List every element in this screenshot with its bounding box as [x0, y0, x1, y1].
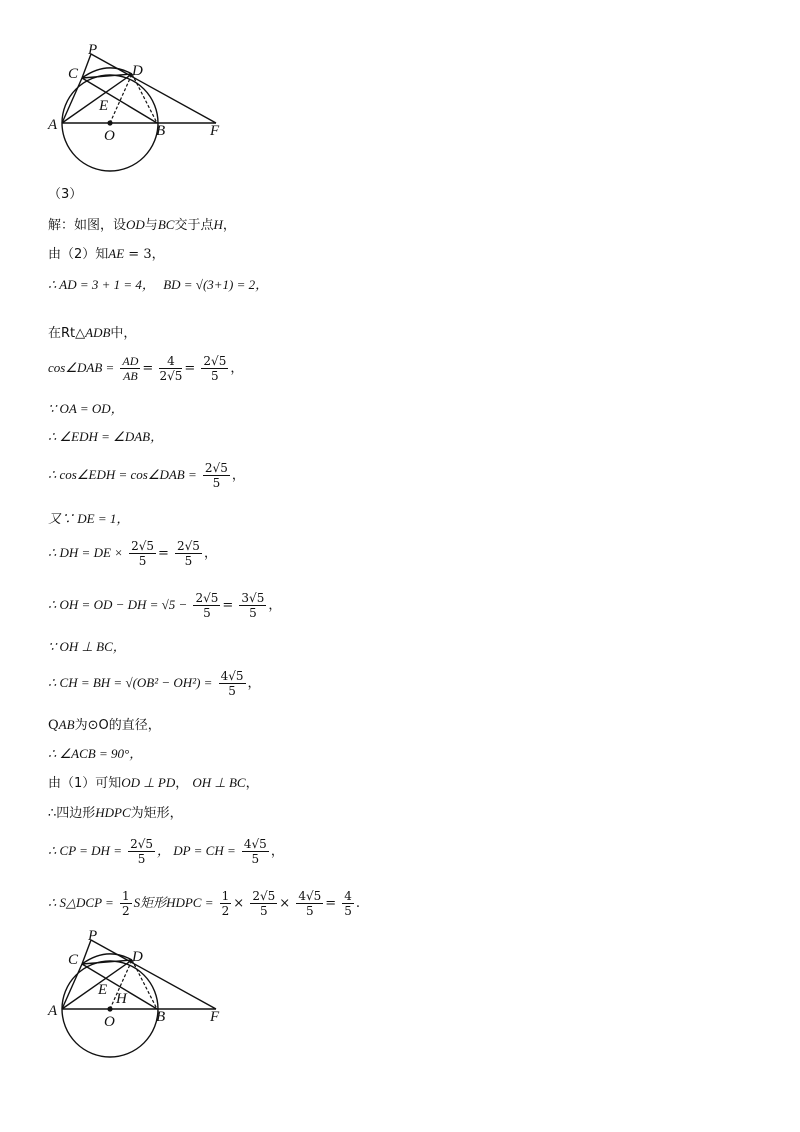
solution-line-2: 由（2）知AE = 3， — [48, 246, 165, 262]
solution-line-1: 解：如图，设OD与BC交于点H， — [48, 217, 236, 233]
label-c: C — [68, 66, 79, 82]
solution-line-3: ∴ AD = 3 + 1 = 4， BD = √(3+1) = 2， — [48, 277, 269, 292]
label-a: A — [48, 1003, 58, 1019]
label-a: A — [48, 117, 58, 133]
geometry-diagram-top — [44, 44, 234, 184]
label-b: B — [156, 1009, 166, 1025]
label-f: F — [210, 123, 220, 139]
label-f: F — [210, 1009, 220, 1025]
label-b: B — [156, 123, 166, 139]
label-o: O — [104, 128, 115, 144]
solution-line-17: ∴四边形HDPC为矩形， — [48, 805, 183, 821]
figure-top — [44, 44, 234, 184]
solution-line-10: ∴ DH = DE × $\frac{2√5}{5}$ = $\frac{2√5}{5}$ ， — [48, 539, 217, 568]
label-c: C — [68, 952, 79, 968]
solution-line-14: QAB为⊙O的直径， — [48, 717, 161, 733]
solution-line-4: 在Rt△ADB中， — [48, 325, 137, 341]
solution-line-18: ∴ CP = DH = $\frac{2√5}{5}$ ， DP = CH = $\frac{4√5}{5}$ ， — [48, 837, 284, 866]
label-p: P — [88, 928, 98, 944]
figure-bottom — [44, 930, 234, 1070]
solution-line-9: 又∵ DE = 1， — [48, 511, 130, 526]
solution-line-7: ∴ ∠EDH = ∠DAB， — [48, 429, 164, 444]
solution-line-15: ∴ ∠ACB = 90°， — [48, 746, 143, 761]
label-d: D — [132, 949, 143, 965]
label-e: E — [99, 98, 109, 114]
label-e: E — [98, 982, 108, 998]
label-o: O — [104, 1014, 115, 1030]
label-h: H — [116, 991, 127, 1007]
part-label: （3） — [48, 187, 83, 202]
solution-line-8: ∴ cos∠EDH = cos∠DAB = $\frac{2√5}{5}$ ， — [48, 461, 245, 490]
solution-line-19: ∴ S△DCP = $\frac{1}{2}$ S矩形HDPC = $\frac{1}{2}$ × $\frac{2√5}{5}$ × $\frac{4√5}{5}$ = $\frac{4}{5}$ . — [48, 889, 361, 918]
solution-line-11: ∴ OH = OD − DH = √5 − $\frac{2√5}{5}$ = $\frac{3√5}{5}$ ， — [48, 591, 282, 620]
label-p: P — [88, 42, 98, 58]
solution-line-16: 由（1）可知OD ⊥ PD， OH ⊥ BC， — [48, 775, 259, 791]
solution-line-6: ∵ OA = OD， — [48, 401, 124, 416]
label-d: D — [132, 63, 143, 79]
solution-line-5: cos∠DAB = $\frac{AD}{AB}$ = $\frac{4}{2√5}$ = $\frac{2√5}{5}$ ， — [48, 354, 244, 383]
solution-line-13: ∴ CH = BH = √(OB² − OH²) = $\frac{4√5}{5}$ ， — [48, 669, 261, 698]
geometry-diagram-bottom — [44, 930, 234, 1070]
solution-line-12: ∵ OH ⊥ BC， — [48, 639, 126, 654]
